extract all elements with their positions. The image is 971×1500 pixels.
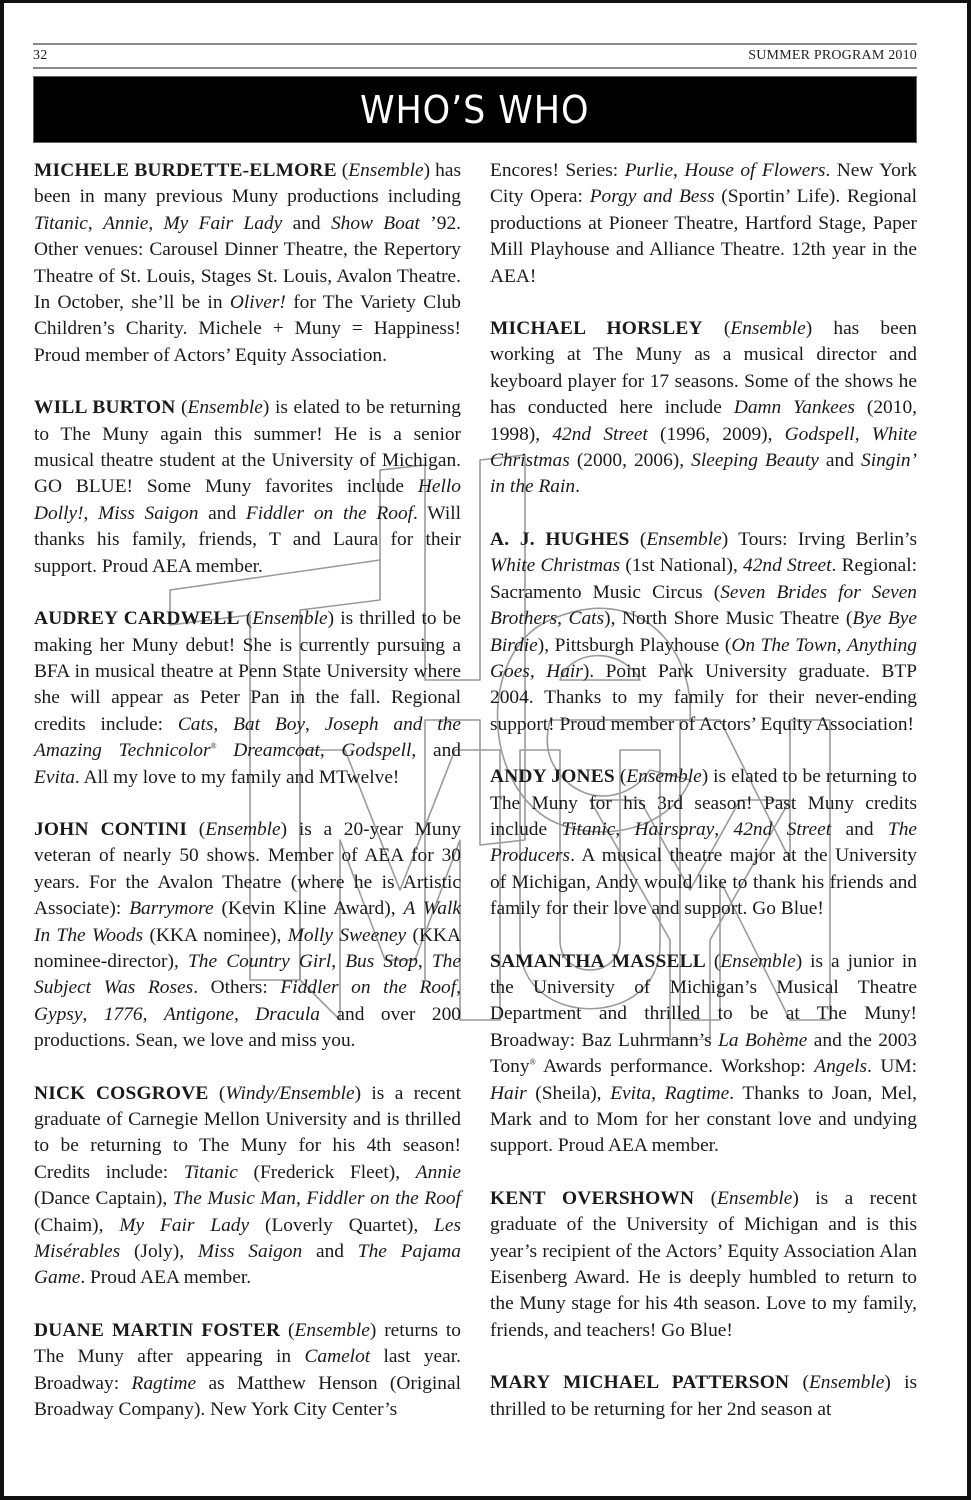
work-title: Joseph and the Amazing Technicolor [34,713,461,762]
bio-entry: NICK COSGROVE (Windy/Ensemble) is a recent graduate of Carnegie Mellon University and is thrilled to be returning to The Muny for his 4th season! Credits include: Titanic (Frederick Fleet), Annie (Dance Captain), The Music Man, Fiddler on the Roof (Chaim), My Fair Lady (Loverly Quartet), Les Misérables (Joly), Miss Saigon and The Pajama Game. Proud AEA member. [34,1082,462,1289]
work-title: Annie [103,212,149,234]
work-title: Show Boat [330,212,420,234]
bio-entry: MICHAEL HORSLEY (Ensemble) has been working at The Muny as a musical director and keyboard player for 17 seasons. Some of the shows he has conducted here include Damn Yankees (2010, 1998), 42nd Street (1996, 2009), Godspell, White Christmas (2000, 2006), Sleeping Beauty and Singin’ in the Rain. [490,318,918,498]
work-title: 42nd Street [552,423,648,445]
work-title: Hairspray [634,818,715,840]
work-title: The Pajama Game [34,1241,461,1289]
work-title: Angels [814,1056,868,1078]
right-column [490,158,917,1449]
work-title: Oliver! [229,292,286,314]
work-title: Titanic [183,1161,238,1183]
work-title: Cats [177,713,214,735]
performer-role: Ensemble [730,318,806,340]
performer-role: Ensemble [348,160,424,181]
work-title: Antigone [163,1003,234,1025]
work-title: Titanic [561,818,616,840]
section-title: WHO’S WHO [360,87,590,132]
work-title: Godspell [784,423,855,445]
section-title-bar [33,76,917,143]
bio-entry: AUDREY CARDWELL (Ensemble) is thrilled to be making her Muny debut! She is currently pursuing a BFA in musical theatre at Penn State University where she will appear as Peter Pan in the fall. Regional credits include: Cats, Bat Boy, Joseph and the Amazing Technicolor® Dreamcoat, Godspell, and Evita. All my love to my family and MTwelve! [34,608,461,788]
work-title: The Country Girl [187,950,332,972]
left-column [34,158,461,1449]
work-title: Godspell [341,740,412,762]
bio-entry: WILL BURTON (Ensemble) is elated to be returning to The Muny again this summer! He is a senior musical theatre student at the University of Michigan. GO BLUE! Some Muny favorites include Hello Dolly!, Miss Saigon and Fiddler on the Roof. Will thanks his family, friends, T and Laura for their support. Proud AEA member. [34,397,461,577]
work-title: Molly Sweeney [287,924,407,946]
page-number: 32 [33,48,48,63]
work-title: Miss Saigon [197,1241,303,1263]
work-title: Seven Brides for Seven Brothers [490,581,917,630]
performer-role: Ensemble [294,1319,370,1341]
work-title: Titanic [34,212,88,234]
performer-name: MICHAEL HORSLEY [490,318,703,340]
bio-columns [34,158,917,1449]
bio-entry: A. J. HUGHES (Ensemble) Tours: Irving Berlin’s White Christmas (1st National), 42nd Street. Regional: Sacramento Music Circus (Seven Brides for Seven Brothers, Cats), North Shore Music Theatre (Bye Bye Birdie), Pittsburgh Playhouse (On The Town, Anything Goes, Hair). Point Park University graduate. BTP 2004. Thanks to my family for their never-ending support! Proud member of Actors’ Equity Association! [490,528,918,735]
performer-role: Windy/Ensemble [225,1082,355,1104]
performer-role: Ensemble [717,1187,793,1209]
work-title: Barrymore [129,898,214,920]
performer-name: WILL BURTON [34,397,176,419]
work-title: Fiddler on the Roof [245,502,414,524]
bio-entry: ANDY JONES (Ensemble) is elated to be returning to The Muny for his 3rd season! Past Muny credits include Titanic, Hairspray, 42nd Street and The Producers. A musical theatre major at the University of Michigan, Andy would like to thank his friends and family for their love and support. Go Blue! [490,766,918,920]
work-title: 42nd Street [743,555,832,577]
performer-role: Ensemble [626,766,702,788]
running-header [33,43,917,69]
work-title: Damn Yankees [733,397,855,419]
work-title: Camelot [304,1346,371,1368]
bio-entry: DUANE MARTIN FOSTER (Ensemble) returns to The Muny after appearing in Camelot last year. Broadway: Ragtime as Matthew Henson (Original Broadway Company). New York City Center’s [34,1319,462,1421]
performer-name: MARY MICHAEL PATTERSON [490,1372,790,1394]
work-title: The Subject Was Roses [34,950,461,999]
publication-title: SUMMER PROGRAM 2010 [748,48,917,63]
bio-entry: SAMANTHA MASSELL (Ensemble) is a junior in the University of Michigan’s Musical Theatre Department and thrilled to be at The Muny! Broadway: Baz Luhrmann’s La Bohème and the 2003 Tony® Awards performance. Workshop: Angels. UM: Hair (Sheila), Evita, Ragtime. Thanks to Joan, Mel, Mark and to Mom for her constant love and undying support. Proud AEA member. [490,950,918,1157]
performer-name: JOHN CONTINI [34,818,188,840]
performer-name: KENT OVERSHOWN [490,1187,695,1209]
work-title: Fiddler on the Roof [280,977,457,999]
work-title: My Fair Lady [119,1214,250,1236]
work-title: Gypsy [34,1003,83,1025]
work-title: Cats [568,608,605,630]
bio-entry: JOHN CONTINI (Ensemble) is a 20-year Muny veteran of nearly 50 shows. Member of AEA for 30 years. For the Avalon Theatre (where he is Artistic Associate): Barrymore (Kevin Kline Award), A Walk In The Woods (KKA nominee), Molly Sweeney (KKA nominee-director), The Country Girl, Bus Stop, The Subject Was Roses. Others: Fiddler on the Roof, Gypsy, 1776, Antigone, Dracula and over 200 productions. Sean, we love and miss you. [34,818,462,1052]
work-title: Hello Dolly! [34,476,461,524]
work-title: Bus Stop [345,950,418,972]
work-title: Hair [546,660,583,682]
work-title: Evita [34,766,75,788]
work-title: White Christmas [490,555,621,577]
work-title: Hair [490,1082,527,1104]
work-title: Les Misérables [34,1214,461,1263]
work-title: Anything Goes [490,634,917,682]
performer-name: A. J. HUGHES [490,528,630,550]
bio-entry: KENT OVERSHOWN (Ensemble) is a recent graduate of the University of Michigan and is this year’s recipient of the Actors’ Equity Association Alan Eisenberg Award. He is deeply humbled to return to the Muny stage for his 4th season. Love to my family, friends, and teachers! Go Blue! [490,1187,917,1341]
work-title: Dracula [255,1003,320,1025]
performer-name: SAMANTHA MASSELL [490,950,706,972]
performer-name: NICK COSGROVE [34,1082,209,1104]
work-title: House of Flowers [684,160,826,181]
work-title: Singin’ in the Rain [490,450,918,498]
work-title: 42nd Street [733,818,832,840]
work-title: My Fair Lady [163,212,283,234]
work-title: Porgy and Bess [589,186,715,208]
work-title: Purlie [624,160,674,181]
performer-role: Ensemble [252,608,328,630]
bio-entry: MARY MICHAEL PATTERSON (Ensemble) is thrilled to be returning for her 2nd season at [490,1372,918,1420]
work-title: Ragtime [664,1082,730,1104]
work-title: La Bohème [718,1029,808,1051]
work-title: Evita [610,1082,652,1104]
work-title: A Walk In The Woods [34,898,462,946]
performer-role: Ensemble [720,950,796,972]
performer-name: MICHELE BURDETTE-ELMORE [34,160,337,181]
work-title: 1776 [103,1003,143,1025]
work-title: Dreamcoat [216,740,320,762]
bio-entry: MICHELE BURDETTE-ELMORE (Ensemble) has been in many previous Muny productions including Titanic, Annie, My Fair Lady and Show Boat ’92. Other venues: Carousel Dinner Theatre, the Repertory Theatre of St. Louis, Stages St. Louis, Avalon Theatre. In October, she’ll be in Oliver! for The Variety Club Children’s Charity. Michele + Muny = Happiness! Proud member of Actors’ Equity Association. [34,160,461,366]
performer-role: Ensemble [646,528,722,550]
work-title: Miss Saigon [98,502,199,524]
work-title: The Music Man [172,1188,296,1210]
work-title: Ragtime [131,1372,197,1394]
work-title: Bye Bye Birdie [490,608,917,656]
work-title: The Producers [490,818,917,867]
performer-name: DUANE MARTIN FOSTER [34,1319,281,1341]
work-title: Sleeping Beauty [691,450,819,472]
work-title: Annie [415,1161,462,1183]
performer-role: Ensemble [808,1372,885,1394]
work-title: Bat Boy [233,713,305,735]
work-title: White Christmas [490,423,918,472]
performer-role: Ensemble [205,818,281,840]
work-title: On The Town [731,634,837,656]
bio-entry: Encores! Series: Purlie, House of Flowers. New York City Opera: Porgy and Bess (Sportin’ Life). Regional productions at Pioneer Theatre, Hartford Stage, Paper Mill Playhouse and Alliance Theatre. 12th year in the AEA! [490,160,917,287]
work-title: Fiddler on the Roof [306,1188,461,1210]
performer-name: ANDY JONES [490,766,615,788]
performer-name: AUDREY CARDWELL [34,608,240,630]
performer-role: Ensemble [187,397,263,419]
